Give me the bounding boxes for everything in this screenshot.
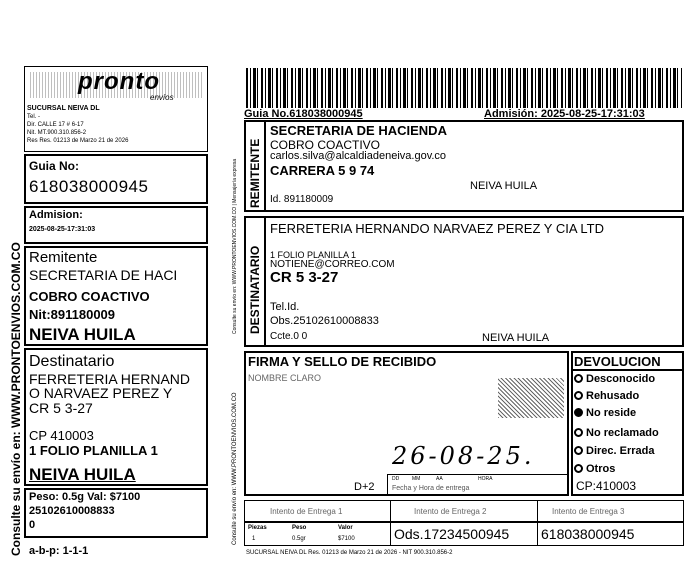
stub-admision-value: 2025-08-25-17:31:03 (29, 226, 96, 233)
stub-folio: 1 FOLIO PLANILLA 1 (29, 443, 158, 458)
main-admision-header: Admisión: 2025-08-25-17:31:03 (484, 108, 645, 120)
main-dest-name: FERRETERIA HERNANDO NARVAEZ PEREZ Y CIA LTD (270, 221, 604, 236)
main-rem-email: carlos.silva@alcaldiadeneiva.gov.co (270, 150, 447, 162)
stub-destinatario-line-2: O NARVAEZ PEREZ Y (29, 385, 173, 401)
peso-value: 0.5gr (292, 536, 306, 542)
main-dest-folio: 1 FOLIO PLANILLA 1 (270, 250, 357, 260)
hour-label-mm: MM (412, 476, 421, 482)
brand-name: pronto (78, 68, 160, 95)
office-line-2: Tel. - (27, 114, 41, 120)
main-remitente-tab: REMITENTE (248, 138, 262, 208)
radio-icon (574, 446, 583, 455)
valor-label: Valor (338, 525, 353, 531)
stub-destinatario-label: Destinatario (29, 353, 115, 370)
devolucion-option-5[interactable]: Direc. Errada (574, 446, 654, 457)
main-rem-dept: COBRO COACTIVO (270, 138, 381, 152)
attempt-2: Intento de Entrega 2 (414, 507, 487, 516)
main-dest-ccte: Ccte.0 0 (270, 331, 308, 342)
handwritten-date: 26-08-25. (392, 442, 535, 470)
guide-number-box: 618038000945 (541, 526, 635, 542)
main-rem-id: Id. 891180009 (270, 194, 334, 205)
stub-city: NEIVA HUILA (29, 465, 136, 484)
main-dest-city: NEIVA HUILA (482, 332, 550, 344)
stub-abp: a-b-p: 1-1-1 (29, 545, 89, 557)
hour-label-hora: HORA (478, 476, 493, 482)
main-dest-email: NOTIENE@CORREO.COM (270, 259, 395, 270)
radio-icon (574, 391, 583, 400)
stub-guia-label: Guia No: (29, 159, 79, 173)
main-destinatario-tab: DESTINATARIO (248, 245, 262, 334)
stub-ref: 25102610008833 (29, 505, 115, 517)
attempt-3: Intento de Entrega 3 (552, 507, 625, 516)
main-guia-header: Guia No.618038000945 (244, 108, 363, 120)
stub-website-vertical: Consulte su envío en: WWW.PRONTOENVIOS.COM.CO (9, 242, 23, 556)
office-line-5: Res Res. 01213 de Marzo 21 de 2026 (27, 138, 129, 144)
main-website-vertical: Consulte su envío en: WWW.PRONTOENVIOS.COM.CO (232, 392, 238, 545)
office-line-3: Dir. CALLE 17 # 6-17 (27, 122, 84, 128)
devolucion-option-2[interactable]: Rehusado (574, 391, 639, 402)
main-firma-name-label: NOMBRE CLARO (248, 373, 322, 383)
devolucion-option-4[interactable]: No reclamado (574, 428, 659, 439)
stub-remitente-line-4: NEIVA HUILA (29, 325, 136, 344)
stub-remitente-line-3: Nit:891180009 (29, 307, 116, 322)
main-footer: SUCURSAL NEIVA DL Res. 01213 de Marzo 21 de 2026 - NIT 900.310.856-2 (246, 550, 453, 556)
hour-label-dd: DD (392, 476, 400, 482)
stub-guia-number: 618038000945 (29, 177, 149, 196)
office-line-4: Nit. MT.900.310.856-2 (27, 130, 87, 136)
devolucion-title: DEVOLUCION (574, 354, 661, 369)
radio-icon (574, 464, 583, 473)
main-dest-tel: Tel.Id. (270, 301, 300, 313)
ink-stamp (498, 378, 564, 418)
devolucion-cp: CP:410003 (576, 479, 637, 493)
hora-entrega-label: Fecha y Hora de entrega (392, 485, 470, 492)
ods-number: Ods.17234500945 (394, 526, 510, 542)
radio-icon (574, 374, 583, 383)
hour-label-aa: AA (436, 476, 443, 482)
main-rem-name: SECRETARIA DE HACIENDA (270, 123, 447, 138)
piezas-label: Piezas (248, 525, 267, 531)
devolucion-option-3[interactable]: No reside (574, 408, 636, 419)
stub-admision-label: Admision: (29, 209, 83, 221)
radio-selected-icon (574, 408, 583, 417)
stub-remitente-label: Remitente (29, 249, 98, 266)
main-rem-city: NEIVA HUILA (470, 180, 538, 192)
main-firma-title: FIRMA Y SELLO DE RECIBIDO (248, 354, 437, 369)
attempt-1: Intento de Entrega 1 (270, 507, 343, 516)
radio-icon (574, 428, 583, 437)
stub-destinatario-line-1: FERRETERIA HERNAND (29, 371, 191, 387)
main-website-vertical-small: Consulte su envío en: WWW.PRONTOENVIOS.COM.CO | Mensajería expresa (232, 158, 238, 334)
main-dest-obs: Obs.25102610008833 (270, 315, 379, 327)
main-rem-address: CARRERA 5 9 74 (270, 163, 375, 178)
brand-subtitle: envíos (150, 93, 174, 102)
main-d-plus: D+2 (354, 481, 375, 493)
piezas-value: 1 (252, 536, 256, 542)
devolucion-option-1[interactable]: Desconocido (574, 374, 655, 385)
main-dest-address: CR 5 3-27 (270, 269, 339, 286)
main-barcode (246, 68, 682, 108)
stub-cp: CP 410003 (29, 428, 94, 443)
peso-label: Peso (292, 525, 307, 531)
stub-remitente-line-2: COBRO COACTIVO (29, 289, 150, 304)
office-line-1: SUCURSAL NEIVA DL (27, 105, 100, 112)
devolucion-option-6[interactable]: Otros (574, 464, 615, 475)
stub-remitente-line-1: SECRETARIA DE HACI (29, 267, 178, 283)
stub-peso-val: Peso: 0.5g Val: $7100 (29, 491, 141, 503)
valor-value: $7100 (338, 536, 355, 542)
stub-destinatario-line-3: CR 5 3-27 (29, 400, 93, 416)
stub-zero: 0 (29, 519, 36, 531)
